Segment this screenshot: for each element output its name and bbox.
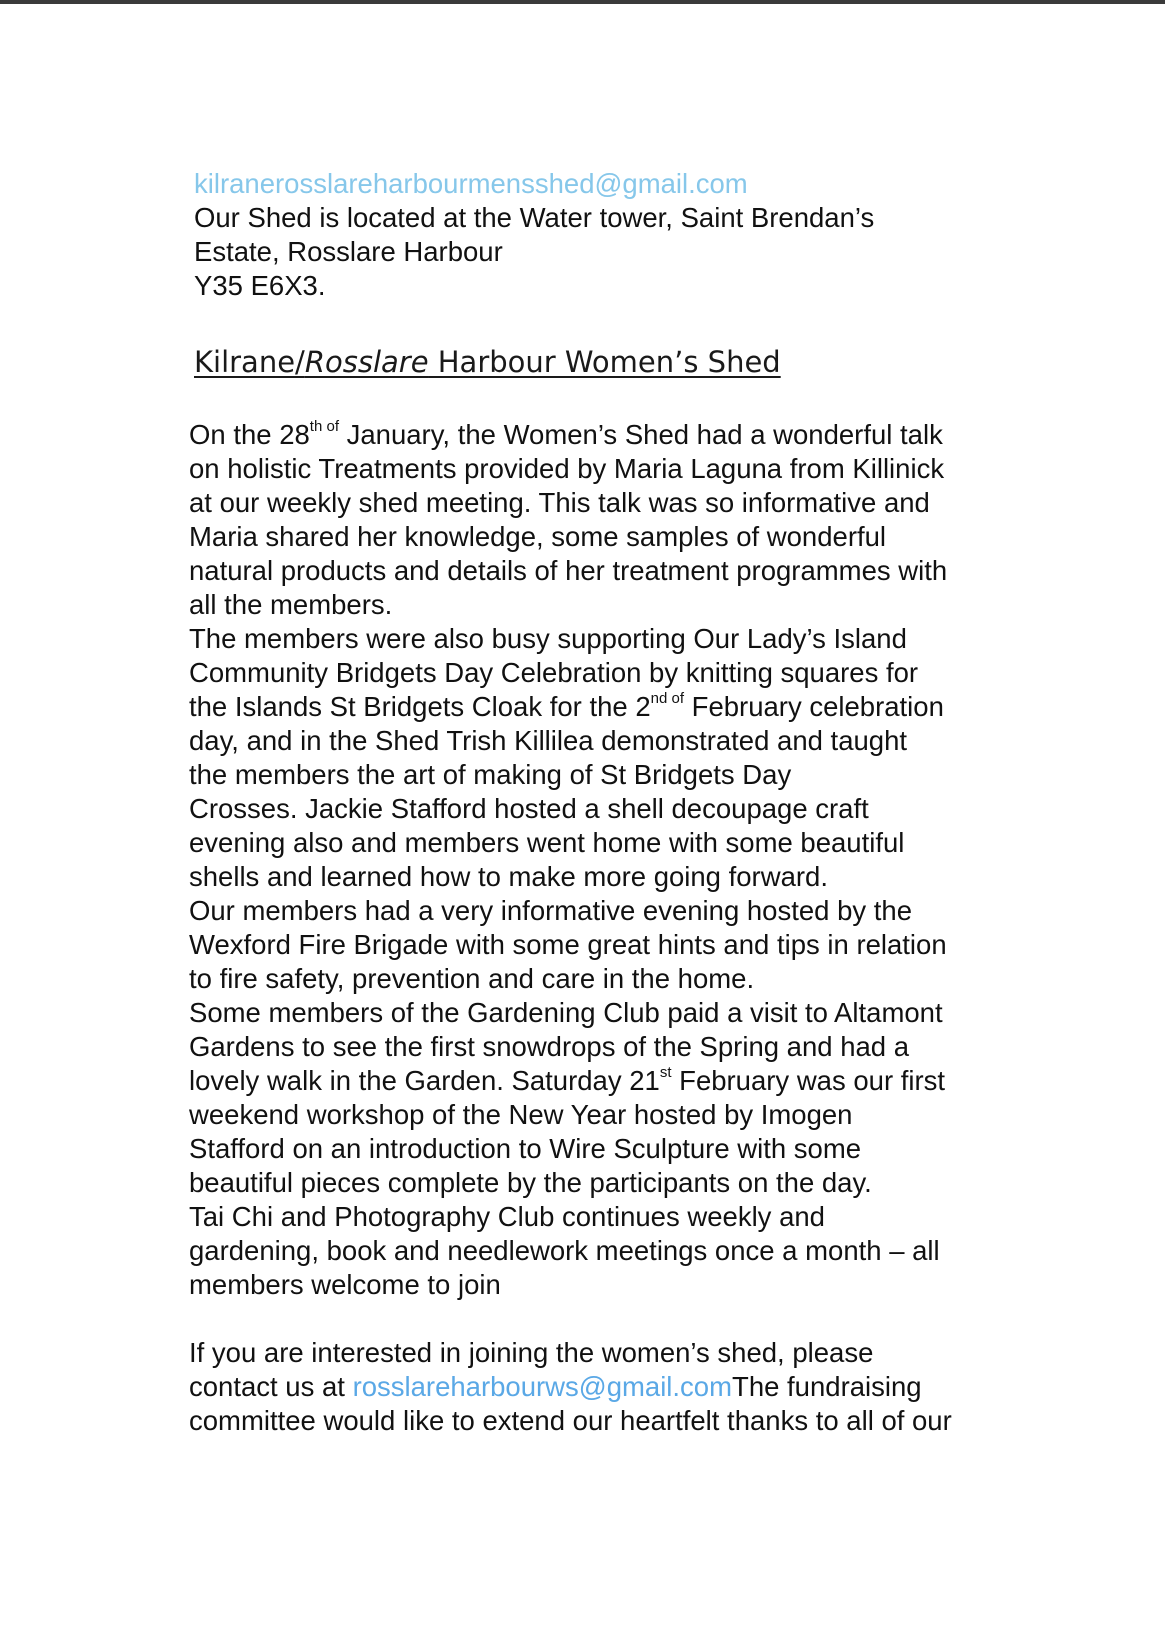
womens-shed-email-link[interactable]: rosslareharbourws@gmail.com	[352, 1371, 733, 1402]
paragraph-line: Our members had a very informative evening hosted by the	[189, 895, 913, 926]
paragraph-line: weekend workshop of the New Year hosted by Imogen	[189, 1099, 853, 1130]
paragraph-line: gardening, book and needlework meetings once a month – all	[189, 1235, 940, 1266]
paragraph-line: on holistic Treatments provided by Maria Laguna from Killinick	[189, 453, 945, 484]
title-part-italic: Rosslare	[304, 345, 429, 379]
contact-block	[194, 167, 874, 303]
text-run: On the 28	[189, 419, 310, 450]
text-run: lovely walk in the Garden. Saturday 21	[189, 1065, 660, 1096]
title-part: Harbour Women’s Shed	[428, 345, 781, 379]
text-run: January, the Women’s Shed had a wonderful talk	[338, 419, 943, 450]
paragraph-line	[189, 418, 952, 452]
paragraph-line: Gardens to see the first snowdrops of the Spring and had a	[189, 1031, 910, 1062]
paragraph-line: Maria shared her knowledge, some samples of wonderful	[189, 521, 887, 552]
paragraph-line: Stafford on an introduction to Wire Sculpture with some	[189, 1133, 862, 1164]
paragraph-line	[189, 1064, 952, 1098]
paragraph-line: The members were also busy supporting Our Lady’s Island	[189, 623, 907, 654]
ordinal-superscript: nd of	[650, 689, 685, 707]
paragraph-line: committee would like to extend our heartfelt thanks to all of our	[189, 1405, 952, 1436]
ordinal-superscript: th of	[309, 417, 339, 435]
text-run: contact us at	[189, 1371, 353, 1402]
page-title	[194, 343, 781, 381]
paragraph-line: beautiful pieces complete by the participants on the day.	[189, 1167, 872, 1198]
text-run: the Islands St Bridgets Cloak for the 2	[189, 691, 651, 722]
paragraph-line	[189, 1370, 952, 1404]
paragraph-line: to fire safety, prevention and care in the home.	[189, 963, 755, 994]
paragraph-line: shells and learned how to make more going forward.	[189, 861, 828, 892]
paragraph-line	[189, 690, 952, 724]
paragraph-line: the members the art of making of St Bridgets Day	[189, 759, 792, 790]
paragraph-line: Community Bridgets Day Celebration by knitting squares for	[189, 657, 919, 688]
paragraph-line: natural products and details of her treatment programmes with	[189, 555, 948, 586]
address-line: Estate, Rosslare Harbour	[194, 236, 503, 267]
paragraph-line: members welcome to join	[189, 1269, 501, 1300]
text-run: The fundraising	[732, 1371, 922, 1402]
paragraph-line: Wexford Fire Brigade with some great hints and tips in relation	[189, 929, 947, 960]
paragraph-line: Crosses. Jackie Stafford hosted a shell decoupage craft	[189, 793, 869, 824]
scan-top-edge	[0, 0, 1165, 4]
paragraph-line: day, and in the Shed Trish Killilea demonstrated and taught	[189, 725, 908, 756]
eircode-line: Y35 E6X3.	[194, 270, 326, 301]
paragraph-line: If you are interested in joining the women’s shed, please	[189, 1337, 874, 1368]
ordinal-superscript: st	[659, 1063, 672, 1081]
title-part: Kilrane/	[194, 345, 305, 379]
paragraph-line: all the members.	[189, 589, 393, 620]
text-run: February was our first	[671, 1065, 946, 1096]
paragraph-line: Some members of the Gardening Club paid a visit to Altamont	[189, 997, 943, 1028]
mens-shed-email-link[interactable]: kilranerosslareharbourmensshed@gmail.com	[194, 168, 748, 199]
text-run: February celebration	[684, 691, 944, 722]
paragraph-line: at our weekly shed meeting. This talk was so informative and	[189, 487, 930, 518]
paragraph-line: Tai Chi and Photography Club continues weekly and	[189, 1201, 825, 1232]
paragraph-line: evening also and members went home with some beautiful	[189, 827, 905, 858]
article-body	[189, 418, 952, 1438]
paragraph-gap	[189, 1302, 952, 1336]
address-line: Our Shed is located at the Water tower, Saint Brendan’s	[194, 202, 875, 233]
